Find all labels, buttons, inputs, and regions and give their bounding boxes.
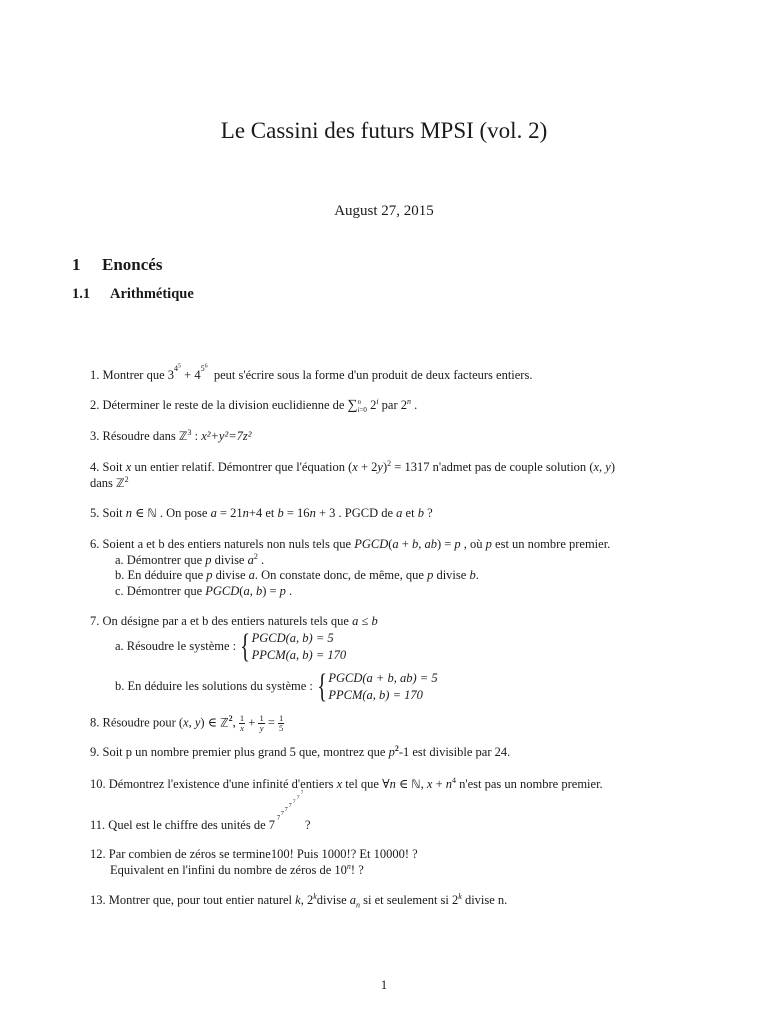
exercise-4: 4. Soit x un entier relatif. Démontrer que l'équation $(x + 2y)^2 = 1317$ n'admet pas de couple solution (x, y) dans ℤ$^2$ <box>90 458 616 490</box>
section-number: 1 <box>72 255 81 274</box>
exercise-8: 8. Résoudre pour (x, y) ∈ ℤ$^2$, $\frac{1}{x}$ + $\frac{1}{y}$ = $\frac{1}{5}$ <box>90 713 284 733</box>
brace-icon: { <box>317 668 328 705</box>
document-title: Le Cassini des futurs MPSI (vol. 2) <box>220 118 548 143</box>
brace-icon: { <box>240 628 251 665</box>
exercise-13: 13. Montrer que, pour tout entier naturel k, 2$^k$divise $a_n$ si et seulement si 2$^k$ divise n. <box>90 891 508 910</box>
subsection-number: 1.1 <box>72 286 91 302</box>
section-heading <box>72 255 162 275</box>
exercise-5: 5. Soit n ∈ ℕ . On pose a = 21n+4 et b = 16n + 3 . PGCD de a et b ? <box>90 506 433 520</box>
section-title: Enoncés <box>102 255 163 274</box>
exercise-2: 2. Déterminer le reste de la division euclidienne de ∑n i=0 2$^i$ par 2$^n$ . <box>90 396 418 415</box>
exercise-12: 12. Par combien de zéros se termine100! Puis 1000!? Et 10000! ? Equivalent en l'infini du nombre de zéros de 10$^n$! ? <box>90 847 418 877</box>
exercise-10: 10. Démontrez l'existence d'une infinité d'entiers x tel que ∀n ∈ ℕ, $x + n^4$ n'est pas un nombre premier. <box>90 775 603 791</box>
exercise-7b-system: b. En déduire les solutions du système : {PGCD(a + b, ab) = 5 PPCM(a, b) = 170 <box>115 668 438 705</box>
exercise-1: 1. Montrer que $3^{4^5} + 4^{5^6}$ peut s'écrire sous la forme d'un produit de deux facteurs entiers. <box>90 363 533 382</box>
document-date: August 27, 2015 <box>334 203 434 219</box>
exercise-3: 3. Résoudre dans ℤ$^3$ : x²+y²=7z² <box>90 427 252 443</box>
power-tower: 7 7 7 7 7 7 7 7 <box>268 791 304 832</box>
exercise-7: 7. On désigne par a et b des entiers naturels tels que a ≤ b <box>90 614 378 628</box>
subsection-title: Arithmétique <box>110 286 194 302</box>
exercise-11: 11. Quel est le chiffre des unités de 7 7 7 7 7 7 7 7 ? <box>90 791 311 832</box>
exercise-9: 9. Soit p un nombre premier plus grand 5 que, montrez que $p^2-1$ est divisible par 24. <box>90 743 511 759</box>
exercise-6: 6. Soient a et b des entiers naturels non nuls tels que PGCD(a + b, ab) = p , où p est un nombre premier. a. Démontrer que p divise $a^2$ . b. En déduire que p divise a. On constate donc, de même, que p divise b. c. Démontrer que PGCD(a, b) = p . <box>90 537 611 598</box>
page-number: 1 <box>380 978 388 992</box>
exercise-7a-system: a. Résoudre le système : {PGCD(a, b) = 5 PPCM(a, b) = 170 <box>115 628 347 665</box>
subsection-heading <box>72 286 194 303</box>
